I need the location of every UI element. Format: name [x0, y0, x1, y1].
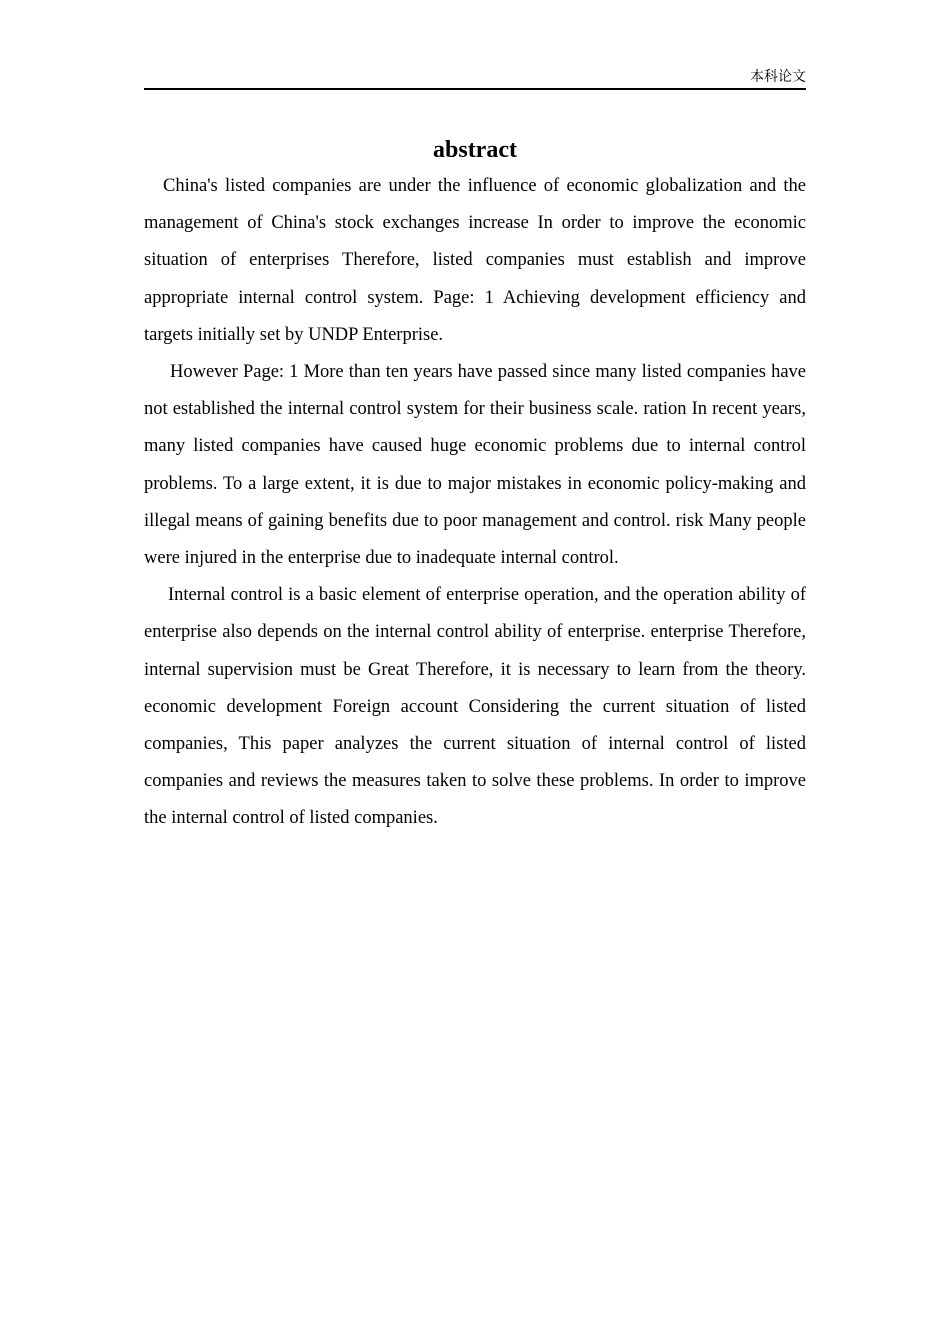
abstract-paragraph-2: However Page: 1 More than ten years have passed since many listed companies have not established the internal control system for their business scale. ration In recent years, many listed companies have caused huge economic problems due to internal control problems. To a large extent, it is due to major mistakes in economic policy-making and illegal means of gaining benefits due to poor management and control. risk Many people were injured in the enterprise due to inadequate internal control. — [144, 362, 806, 569]
abstract-paragraph-3: Internal control is a basic element of enterprise operation, and the operation ability of enterprise also depends on the internal control ability of enterprise. enterprise Therefore, internal supervision must be Great Therefore, it is necessary to learn from the theory. economic development Foreign account Considering the current situation of listed companies, This paper analyzes the current situation of internal control of listed companies and reviews the measures taken to solve these problems. In order to improve the internal control of listed companies. — [144, 585, 806, 829]
running-header: 本科论文 — [750, 69, 806, 85]
header-rule — [144, 88, 806, 90]
abstract-paragraph-1: China's listed companies are under the influence of economic globalization and the management of China's stock exchanges increase In order to improve the economic situation of enterprises Therefore, listed companies must establish and improve appropriate internal control system. Page: 1 Achieving development efficiency and targets initially set by UNDP Enterprise. — [144, 176, 806, 345]
abstract-title: abstract — [433, 137, 517, 163]
abstract-body — [144, 168, 806, 838]
